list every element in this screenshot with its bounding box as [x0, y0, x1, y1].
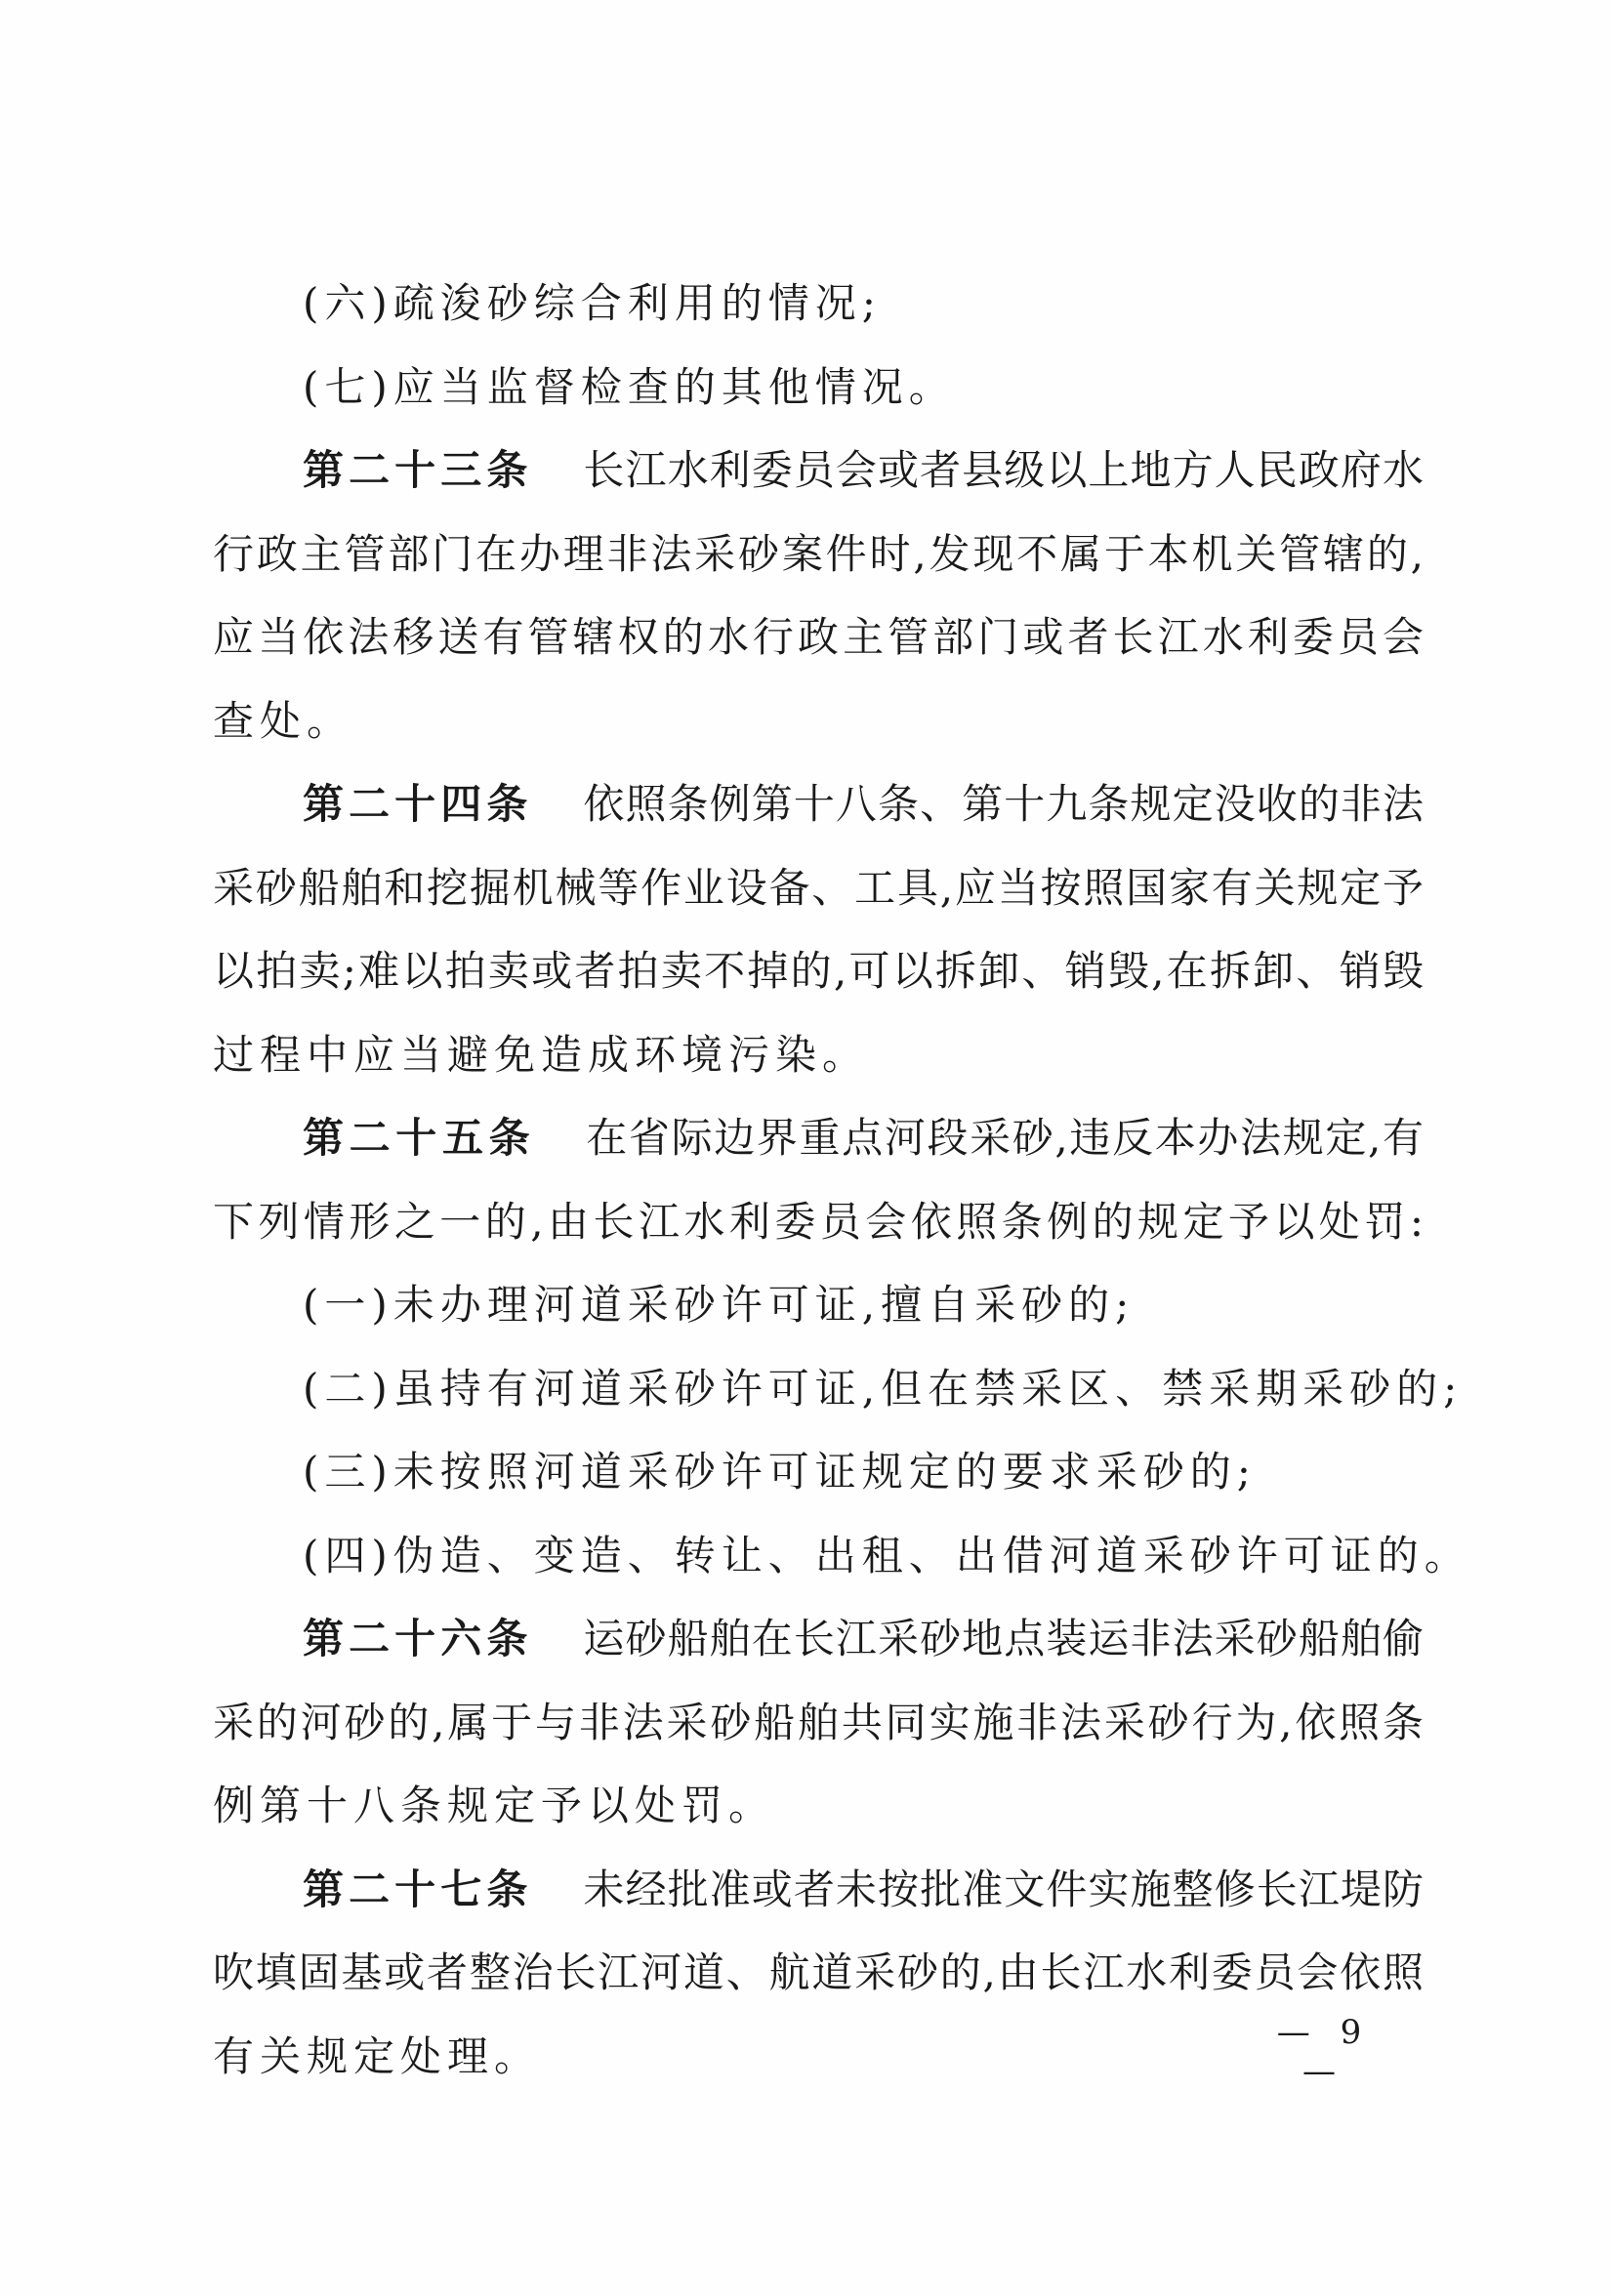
article-25-item-3: (三)未按照河道采砂许可证规定的要求采砂的; [303, 1448, 1257, 1496]
item-six: (六)疏浚砂综合利用的情况; [303, 279, 882, 327]
article-25-item-1: (一)未办理河道采砂许可证,擅自采砂的; [303, 1281, 1136, 1329]
article-23-line-3: 应当依法移送有管辖权的水行政主管部门或者长江水利委员会 [213, 613, 1424, 661]
article-26-line-2: 采的河砂的,属于与非法采砂船舶共同实施非法采砂行为,依照条 [213, 1698, 1424, 1746]
article-25-line-2: 下列情形之一的,由长江水利委员会依照条例的规定予以处罚: [213, 1197, 1424, 1246]
article-26-text-1: 运砂船舶在长江采砂地点装运非法采砂船舶偷 [583, 1615, 1424, 1662]
document-body [213, 262, 1471, 2098]
article-27-line-1 [213, 1848, 1424, 1932]
article-23-text-1: 长江水利委员会或者县级以上地方人民政府水 [583, 446, 1424, 494]
page-number: — 9 — [1276, 2013, 1372, 2091]
article-25-line-1 [213, 1096, 1424, 1180]
article-25-text-1: 在省际边界重点河段采砂,违反本办法规定,有 [586, 1114, 1424, 1162]
article-23-heading: 第二十三条 [303, 446, 533, 494]
article-24-line-2: 采砂船舶和挖掘机械等作业设备、工具,应当按照国家有关规定予 [213, 863, 1424, 912]
article-26-line-1 [213, 1597, 1424, 1681]
article-26-line-3: 例第十八条规定予以处罚。 [213, 1782, 776, 1829]
article-27-text-1: 未经批准或者未按批准文件实施整修长江堤防 [583, 1865, 1424, 1913]
article-27-line-2: 吹填固基或者整治长江河道、航道采砂的,由长江水利委员会依照 [213, 1948, 1424, 1996]
article-24-line-4: 过程中应当避免造成环境污染。 [213, 1030, 870, 1079]
article-24-line-3: 以拍卖;难以拍卖或者拍卖不掉的,可以拆卸、销毁,在拆卸、销毁 [213, 947, 1424, 995]
article-23-line-4: 查处。 [213, 696, 354, 745]
article-24-heading: 第二十四条 [303, 780, 533, 828]
article-25-item-4: (四)伪造、变造、转让、出租、出借河道采砂许可证的。 [303, 1531, 1471, 1579]
article-24-line-1 [213, 762, 1424, 846]
article-27-heading: 第二十七条 [303, 1865, 533, 1913]
article-25-item-2: (二)虽持有河道采砂许可证,但在禁采区、禁采期采砂的; [303, 1364, 1464, 1413]
article-25-heading: 第二十五条 [303, 1114, 536, 1162]
item-seven: (七)应当监督检查的其他情况。 [303, 362, 956, 411]
article-23-line-1 [213, 429, 1424, 512]
article-24-text-1: 依照条例第十八条、第十九条规定没收的非法 [583, 780, 1424, 828]
article-23-line-2: 行政主管部门在办理非法采砂案件时,发现不属于本机关管辖的, [213, 529, 1424, 578]
article-27-line-3: 有关规定处理。 [213, 2031, 542, 2080]
article-26-heading: 第二十六条 [303, 1615, 533, 1662]
